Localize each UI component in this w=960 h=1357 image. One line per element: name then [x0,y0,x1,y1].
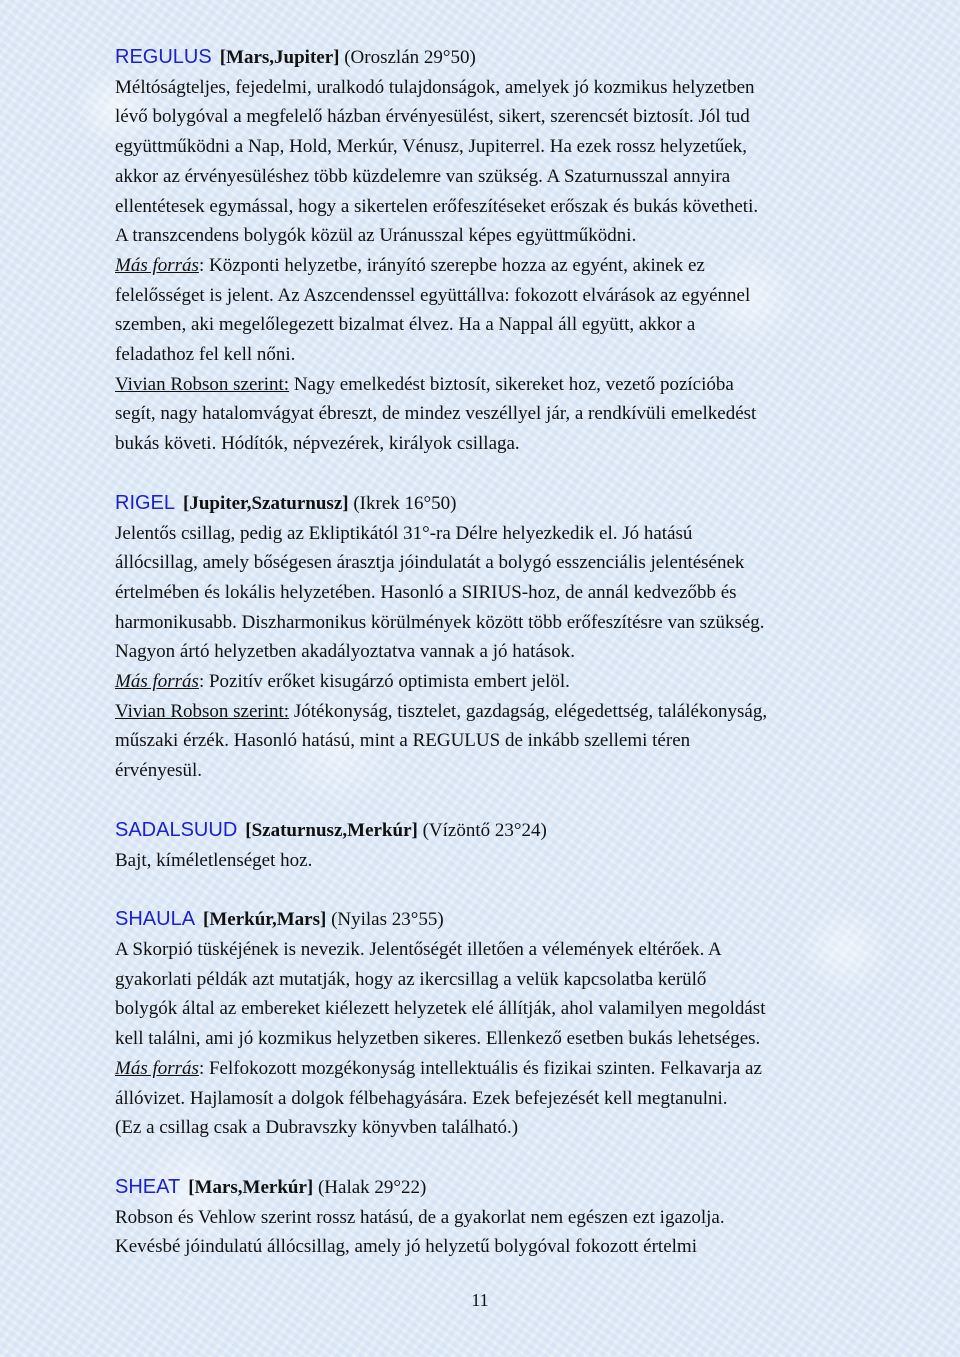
star-name: RIGEL [115,491,176,514]
body-line: A Skorpió tüskéjének is nevezik. Jelentőségét illetően a vélemények eltérőek. A [115,938,722,960]
mas-forras-label: Más forrás [115,1057,199,1079]
body-line: Bajt, kíméletlenséget hoz. [115,849,313,871]
star-name: REGULUS [115,46,212,68]
entry-heading [115,905,905,935]
body-line: Méltóságteljes, fejedelmi, uralkodó tulajdonságok, amelyek jó kozmikus helyzetben [115,76,755,98]
robson-text: Jótékonyság, tisztelet, gazdagság, elégedettség, találékonyság, [289,700,768,722]
star-rulers: [Merkúr,Mars] [203,909,327,931]
mas-forras-line [115,1054,905,1084]
body-line: harmonikusabb. Diszharmonikus körülmények között több erőfeszítésre van szükség. [115,611,765,633]
star-rulers: [Mars,Jupiter] [219,47,340,68]
body-line: bukás követi. Hódítók, népvezérek, királyok csillaga. [115,433,520,455]
body-line: állóvizet. Hajlamosít a dolgok félbehagyására. Ezek befejezését kell megtanulni. [115,1087,728,1109]
star-entry-sheat [115,1173,905,1262]
body-line: szemben, aki megelőlegezett bizalmat élvez. Ha a Nappal áll együtt, akkor a [115,314,696,336]
body-line: feladathoz fel kell nőni. [115,344,296,366]
robson-text: Nagy emelkedést biztosít, sikereket hoz, vezető pozícióba [289,373,734,395]
entry-heading [115,1173,905,1203]
body-line: Nagyon ártó helyzetben akadályoztatva vannak a jó hatások. [115,641,576,663]
entry-heading [115,816,905,846]
robson-line [115,370,905,400]
body-line: bolygók által az embereket kiélezett helyzetek elé állítják, ahol valamilyen megoldást [115,998,766,1020]
robson-label: Vivian Robson szerint: [115,373,290,395]
mas-forras-label: Más forrás [115,254,199,276]
star-entry-regulus [115,43,905,459]
entry-heading [115,43,905,73]
star-entry-rigel [115,489,905,786]
star-name: SHAULA [115,908,196,931]
star-position: (Nyilas 23°55) [331,909,444,931]
star-name: SHEAT [115,1175,181,1198]
body-line: segít, nagy hatalomvágyat ébreszt, de mindez veszéllyel jár, a rendkívüli emelkedést [115,403,757,425]
mas-forras-line [115,667,905,697]
mas-forras-label: Más forrás [115,671,199,693]
document-body [115,43,905,1262]
star-rulers: [Szaturnusz,Merkúr] [245,819,418,841]
body-line: ellentétesek egymással, hogy a sikertelen erőfeszítéseket erőszak és bukás követheti. [115,195,759,217]
star-position: (Vízöntő 23°24) [422,819,547,841]
body-line: érvényesül. [115,760,203,782]
robson-label: Vivian Robson szerint: [115,700,290,722]
body-line: A transzcendens bolygók közül az Uránusszal képes együttműködni. [115,225,637,247]
body-line: Robson és Vehlow szerint rossz hatású, de a gyakorlat nem egészen ezt igazolja. [115,1206,725,1228]
star-entry-sadalsuud [115,816,905,875]
mas-forras-text: : Pozitív erőket kisugárzó optimista embert jelöl. [198,671,570,693]
body-line: akkor az érvényesüléshez több küzdelemre van szükség. A Szaturnusszal annyira [115,165,731,187]
star-position: (Halak 29°22) [317,1176,427,1198]
mas-forras-text: : Központi helyzetbe, irányító szerepbe hozza az egyént, akinek ez [198,254,705,276]
body-line: gyakorlati példák azt mutatják, hogy az ikercsillag a velük kapcsolatba kerülő [115,968,707,990]
star-rulers: [Jupiter,Szaturnusz] [183,492,349,514]
body-line: lévő bolygóval a megfelelő házban érvényesülést, sikert, szerencsét biztosít. Jól tud [115,106,750,128]
body-line: állócsillag, amely bőségesen árasztja jóindulatát a bolygó esszenciális jelentésének [115,552,745,574]
body-line: kell találni, ami jó kozmikus helyzetben sikeres. Ellenkező esetben bukás lehetséges. [115,1028,761,1050]
page-number: 11 [471,1290,489,1310]
body-line: együttműködni a Nap, Hold, Merkúr, Vénusz, Jupiterrel. Ha ezek rossz helyzetűek, [115,136,748,158]
mas-forras-line [115,251,905,281]
star-entry-shaula [115,905,905,1143]
body-line: értelmében és lokális helyzetében. Hasonló a SIRIUS-hoz, de annál kedvezőbb és [115,581,737,603]
robson-line [115,697,905,727]
mas-forras-text: : Felfokozott mozgékonyság intellektuális és fizikai szinten. Felkavarja az [198,1057,762,1079]
entry-heading [115,489,905,519]
body-line: Jelentős csillag, pedig az Ekliptikától 31°-ra Délre helyezkedik el. Jó hatású [115,522,693,544]
body-line: műszaki érzék. Hasonló hatású, mint a REGULUS de inkább szellemi téren [115,730,691,752]
star-rulers: [Mars,Merkúr] [188,1176,314,1198]
body-line: (Ez a csillag csak a Dubravszky könyvben található.) [115,1117,519,1139]
star-name: SADALSUUD [115,818,238,841]
star-position: (Oroszlán 29°50) [344,47,476,68]
body-line: felelősséget is jelent. Az Aszcendenssel együttállva: fokozott elvárások az egyénnel [115,284,751,306]
body-line: Kevésbé jóindulatú állócsillag, amely jó helyzetű bolygóval fokozott értelmi [115,1236,697,1258]
star-position: (Ikrek 16°50) [353,492,457,514]
